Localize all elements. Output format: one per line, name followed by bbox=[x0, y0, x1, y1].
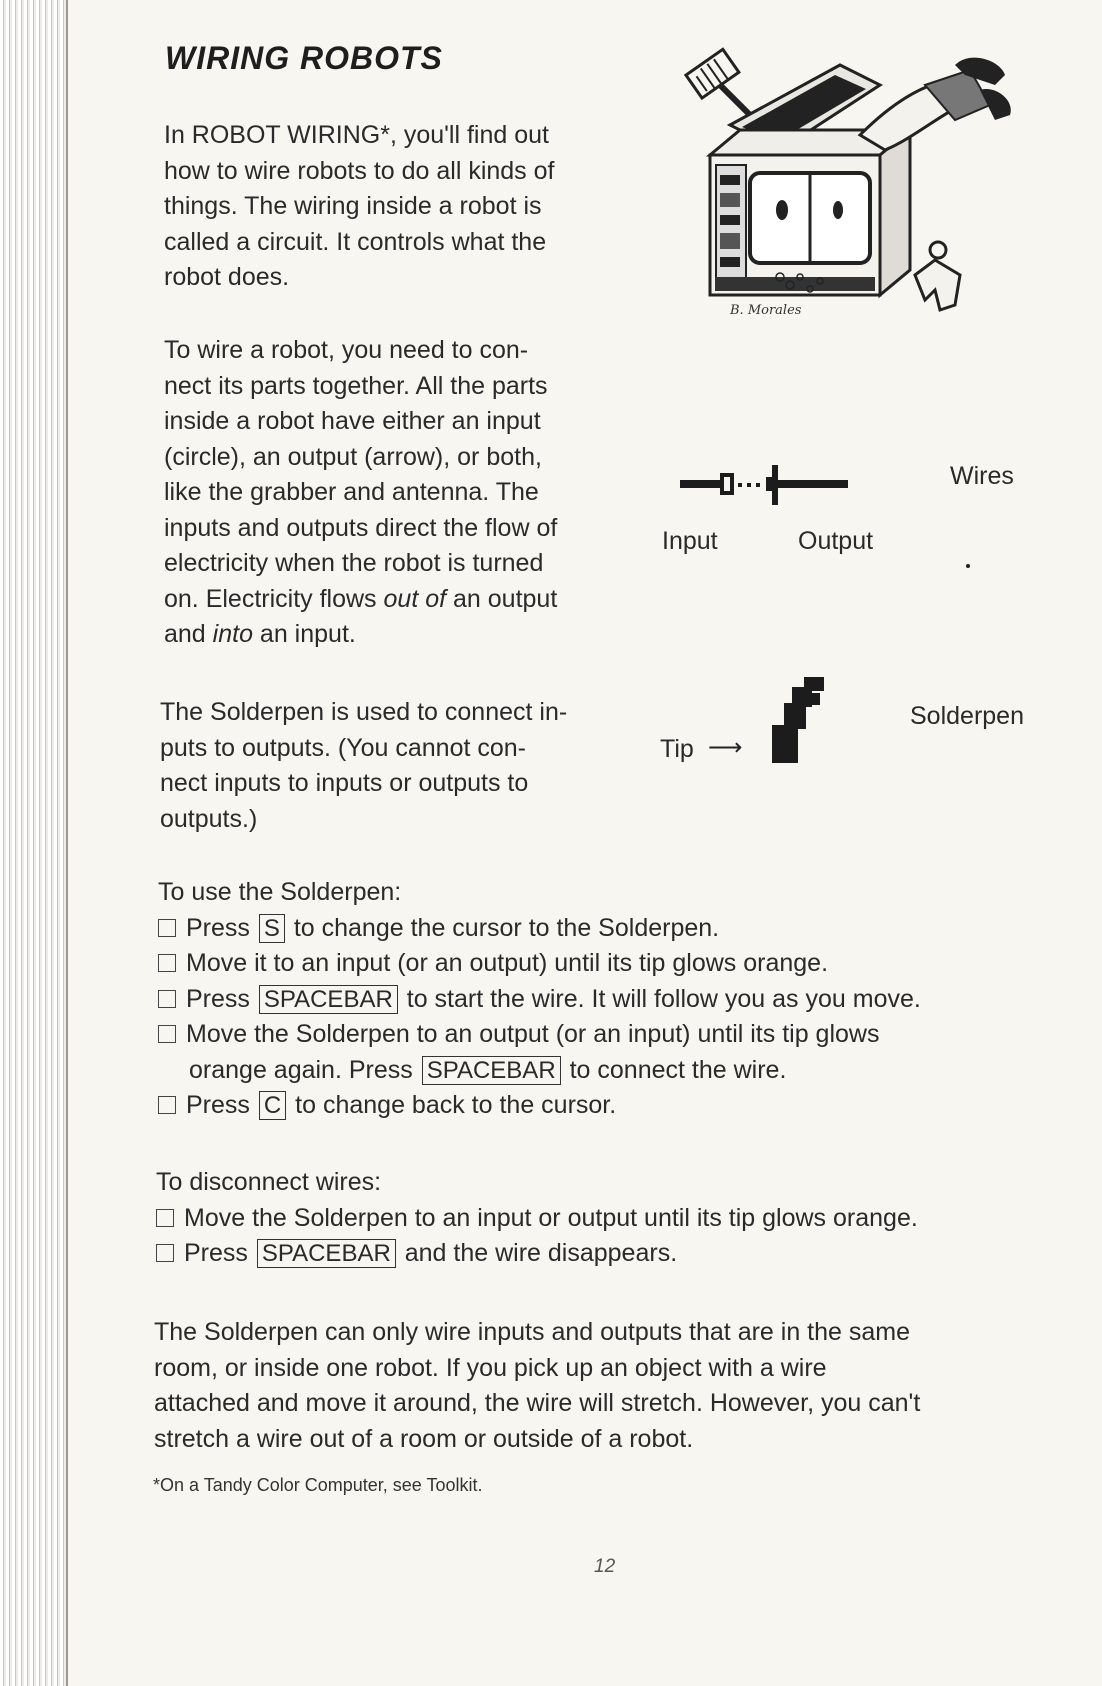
text-line: how to wire robots to do all kinds of bbox=[164, 156, 555, 185]
text-line: puts to outputs. (You cannot con- bbox=[160, 733, 526, 762]
text-run: Move the Solderpen to an output (or an input) until its tip glows bbox=[186, 1020, 880, 1048]
text-run: Move it to an input (or an output) until its tip glows orange. bbox=[186, 949, 829, 977]
checkbox-icon bbox=[158, 954, 176, 972]
list-item bbox=[158, 946, 1058, 982]
text-line: nect inputs to inputs or outputs to bbox=[160, 769, 529, 797]
keycap-spacebar: SPACEBAR bbox=[257, 1239, 396, 1268]
text-run: Move the Solderpen to an input or output until its tip glows orange. bbox=[184, 1203, 918, 1232]
checkbox-icon bbox=[158, 1096, 176, 1114]
text-line: The Solderpen can only wire inputs and outputs that are in the same bbox=[154, 1318, 911, 1346]
text-run: on. Electricity flows bbox=[164, 584, 384, 613]
arrow-right-icon: ⟶ bbox=[708, 734, 743, 761]
text-run: Press bbox=[186, 984, 250, 1013]
text-line bbox=[164, 617, 644, 653]
solderpen-figure bbox=[660, 675, 1080, 775]
text-run: to change back to the cursor. bbox=[295, 1091, 617, 1119]
wires-label: Wires bbox=[950, 462, 1014, 490]
text-line: nect its parts together. All the parts bbox=[164, 371, 548, 400]
dot-mark bbox=[966, 564, 970, 568]
wiring-paragraph bbox=[164, 333, 644, 653]
text-run: an output bbox=[446, 584, 558, 613]
text-run: Press bbox=[186, 913, 250, 942]
text-run: to connect the wire. bbox=[569, 1055, 787, 1084]
emphasis-text: out of bbox=[383, 584, 447, 613]
solderpen-label: Solderpen bbox=[910, 702, 1024, 730]
keycap-spacebar: SPACEBAR bbox=[422, 1056, 561, 1085]
section-heading: To disconnect wires: bbox=[156, 1168, 382, 1196]
list-item-continuation bbox=[158, 1053, 1058, 1089]
text-line: attached and move it around, the wire will stretch. However, you can't bbox=[154, 1389, 921, 1417]
list-item bbox=[156, 1236, 1056, 1272]
text-run: to change the cursor to the Solderpen. bbox=[293, 913, 720, 942]
robot-illustration bbox=[670, 45, 1020, 345]
tip-label: Tip bbox=[660, 735, 694, 763]
text-run: and the wire disappears. bbox=[404, 1239, 678, 1267]
list-item bbox=[158, 982, 1058, 1018]
text-run: Press bbox=[186, 1091, 250, 1119]
list-item bbox=[158, 911, 1058, 947]
page-title: WIRING ROBOTS bbox=[165, 40, 443, 76]
book-page-edges bbox=[0, 0, 68, 1686]
list-item bbox=[158, 1088, 1058, 1124]
text-line: inputs and outputs direct the flow of bbox=[164, 513, 558, 542]
text-line: electricity when the robot is turned bbox=[164, 549, 544, 577]
keycap-c: C bbox=[259, 1091, 286, 1120]
use-solderpen-section bbox=[158, 875, 1058, 1124]
checkbox-icon bbox=[156, 1209, 174, 1227]
intro-paragraph bbox=[164, 118, 634, 296]
text-line: In ROBOT WIRING*, you'll find out bbox=[164, 121, 549, 149]
checkbox-icon bbox=[158, 919, 176, 937]
wire-diagram bbox=[680, 455, 880, 515]
list-item bbox=[156, 1201, 1056, 1237]
input-label: Input bbox=[662, 527, 718, 555]
footnote: *On a Tandy Color Computer, see Toolkit. bbox=[153, 1475, 483, 1495]
text-run: an input. bbox=[252, 620, 356, 648]
text-line: The Solderpen is used to connect in- bbox=[160, 698, 568, 726]
checkbox-icon bbox=[158, 990, 176, 1008]
closing-paragraph bbox=[154, 1315, 1074, 1457]
text-line: inside a robot have either an input bbox=[164, 407, 541, 435]
output-label: Output bbox=[798, 527, 874, 555]
checkbox-icon bbox=[156, 1244, 174, 1262]
disconnect-section bbox=[156, 1165, 1056, 1272]
keycap-s: S bbox=[259, 914, 285, 943]
text-line: room, or inside one robot. If you pick up an object with a wire bbox=[154, 1353, 827, 1382]
emphasis-text: into bbox=[212, 620, 253, 648]
page-number: 12 bbox=[594, 1556, 616, 1577]
text-run: orange again. Press bbox=[189, 1055, 413, 1084]
text-line: (circle), an output (arrow), or both, bbox=[164, 442, 542, 471]
text-line: things. The wiring inside a robot is bbox=[164, 192, 542, 220]
text-run: and bbox=[164, 620, 213, 648]
text-line: like the grabber and antenna. The bbox=[164, 478, 539, 506]
text-run: Press bbox=[184, 1239, 248, 1267]
solderpen-icon bbox=[770, 675, 840, 765]
text-line: robot does. bbox=[164, 263, 290, 291]
solderpen-paragraph bbox=[160, 695, 630, 837]
text-line: stretch a wire out of a room or outside of a robot. bbox=[154, 1424, 694, 1453]
wires-figure bbox=[660, 450, 1080, 570]
text-line: To wire a robot, you need to con- bbox=[164, 336, 529, 364]
checkbox-icon bbox=[158, 1025, 176, 1043]
keycap-spacebar: SPACEBAR bbox=[259, 985, 398, 1014]
text-line bbox=[164, 582, 644, 618]
text-line: outputs.) bbox=[160, 804, 258, 833]
text-line: called a circuit. It controls what the bbox=[164, 227, 547, 256]
list-item bbox=[158, 1017, 1058, 1053]
artist-signature: B. Morales bbox=[730, 303, 802, 318]
section-heading: To use the Solderpen: bbox=[158, 878, 402, 906]
robot-drawing bbox=[670, 45, 1020, 345]
text-run: to start the wire. It will follow you as you move. bbox=[406, 984, 921, 1013]
